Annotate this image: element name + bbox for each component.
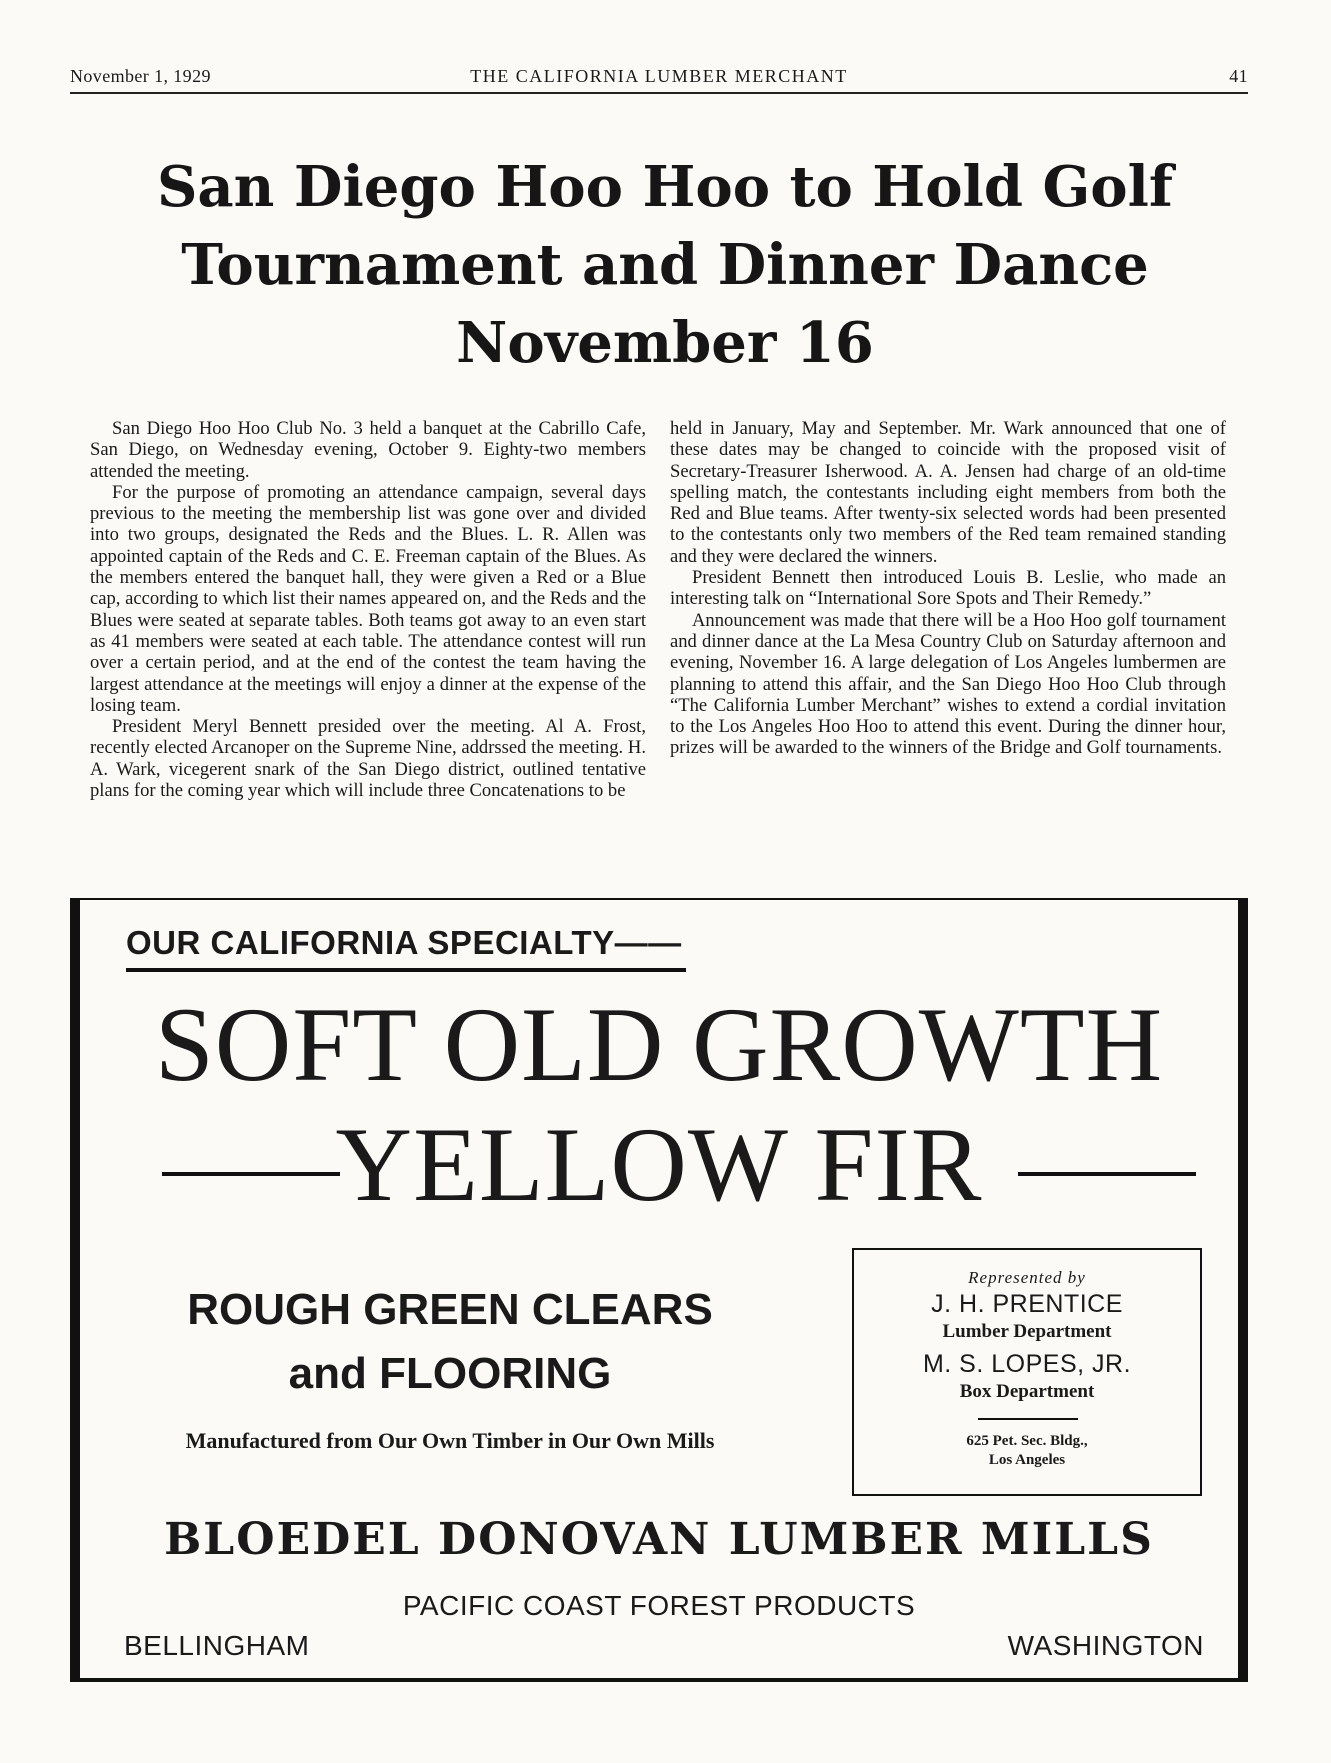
rep-address-line-1: 625 Pet. Sec. Bldg., xyxy=(966,1433,1088,1449)
represented-by-label: Represented by xyxy=(968,1268,1086,1287)
ad-kicker: OUR CALIFORNIA SPECIALTY—— xyxy=(126,924,682,961)
advertisement-bloedel-donovan xyxy=(70,898,1248,1682)
rep-address-line-2: Los Angeles xyxy=(988,1452,1066,1468)
ad-headline-line-1: SOFT OLD GROWTH xyxy=(154,986,1164,1103)
article-paragraph-continued: held in January, May and September. Mr. Wark announced that one of these dates may be changed to coincide with the proposed visit of Secretary-Treasurer Isherwood. A. A. Jensen had charge of an old-time spelling match, the contestants including eight members from both the Red and Blue teams. After twenty-six selected words had been presented to the contestants only two members of the Red team remained standing and they were declared the winners. xyxy=(670,418,1226,567)
ad-city-left: BELLINGHAM xyxy=(124,1630,310,1661)
ad-city-right: WASHINGTON xyxy=(1007,1630,1204,1661)
representatives-box xyxy=(852,1248,1202,1496)
rep-2-name: M. S. LOPES, JR. xyxy=(922,1350,1132,1378)
ad-products xyxy=(120,1278,780,1406)
article-paragraph: For the purpose of promoting an attendance campaign, several days previous to the meeting the membership list was gone over and divided into two groups, designated the Reds and the Blues. L. R. Allen was appointed captain of the Reds and C. E. Freeman captain of the Blues. As the members entered the banquet hall, they were given a Red or a Blue cap, according to which list their names appeared on, and the Reds and the Blues were seated at separate tables. Both teams got away to an even start as 41 members were seated at each table. The attendance contest will run over a certain period, and at the end of the contest the team having the largest attendance at the meetings will enjoy a dinner at the expense of the losing team. xyxy=(90,481,646,716)
publication-title: THE CALIFORNIA LUMBER MERCHANT xyxy=(470,66,848,86)
headline-line-3: November 16 xyxy=(456,310,874,376)
rep-address xyxy=(854,1432,1200,1470)
ad-kicker-underline xyxy=(126,968,686,972)
header-rule xyxy=(70,92,1248,94)
headline-line-1: San Diego Hoo Hoo to Hold Golf xyxy=(156,154,1174,220)
rep-divider xyxy=(978,1418,1078,1420)
rep-2-department: Box Department xyxy=(959,1381,1095,1402)
rep-1-name: J. H. PRENTICE xyxy=(931,1290,1123,1318)
article-paragraph: President Bennett then introduced Louis B. Leslie, who made an interesting talk on “International Sore Spots and Their Remedy.” xyxy=(670,567,1226,610)
ad-products-line-2: and FLOORING xyxy=(288,1349,612,1398)
article-column-right xyxy=(670,418,1226,759)
ad-dash-right xyxy=(1018,1172,1196,1176)
ad-products-line-1: ROUGH GREEN CLEARS xyxy=(187,1285,713,1334)
article-paragraph: President Meryl Bennett presided over the meeting. Al A. Frost, recently elected Arcanoper on the Supreme Nine, addrssed the meeting. H. A. Wark, vicegerent snark of the San Diego district, outlined tentative plans for the coming year which will include three Concatenations to be xyxy=(90,716,646,802)
ad-tagline: PACIFIC COAST FOREST PRODUCTS xyxy=(402,1590,916,1621)
article-headline xyxy=(80,148,1250,382)
rep-1-department: Lumber Department xyxy=(942,1321,1112,1342)
ad-headline-line-2: YELLOW FIR xyxy=(335,1106,983,1223)
ad-manufactured-note: Manufactured from Our Own Timber in Our Own Mills xyxy=(185,1428,715,1453)
headline-line-2: Tournament and Dinner Dance xyxy=(181,232,1149,298)
issue-date: November 1, 1929 xyxy=(70,66,211,86)
article-paragraph: San Diego Hoo Hoo Club No. 3 held a banquet at the Cabrillo Cafe, San Diego, on Wednesday evening, October 9. Eighty-two members attended the meeting. xyxy=(90,418,646,482)
article-paragraph: Announcement was made that there will be a Hoo Hoo golf tournament and dinner dance at the La Mesa Country Club on Saturday afternoon and evening, November 16. A large delegation of Los Angeles lumbermen are planning to attend this affair, and the San Diego Hoo Hoo Club through “The California Lumber Merchant” wishes to extend a cordial invitation to the Los Angeles Hoo Hoo to attend this event. During the dinner hour, prizes will be awarded to the winners of the Bridge and Golf tournaments. xyxy=(670,609,1226,759)
article-column-left xyxy=(90,418,646,801)
page-number: 41 xyxy=(1229,66,1248,86)
ad-company-name: BLOEDEL DONOVAN LUMBER MILLS xyxy=(164,1514,1154,1565)
